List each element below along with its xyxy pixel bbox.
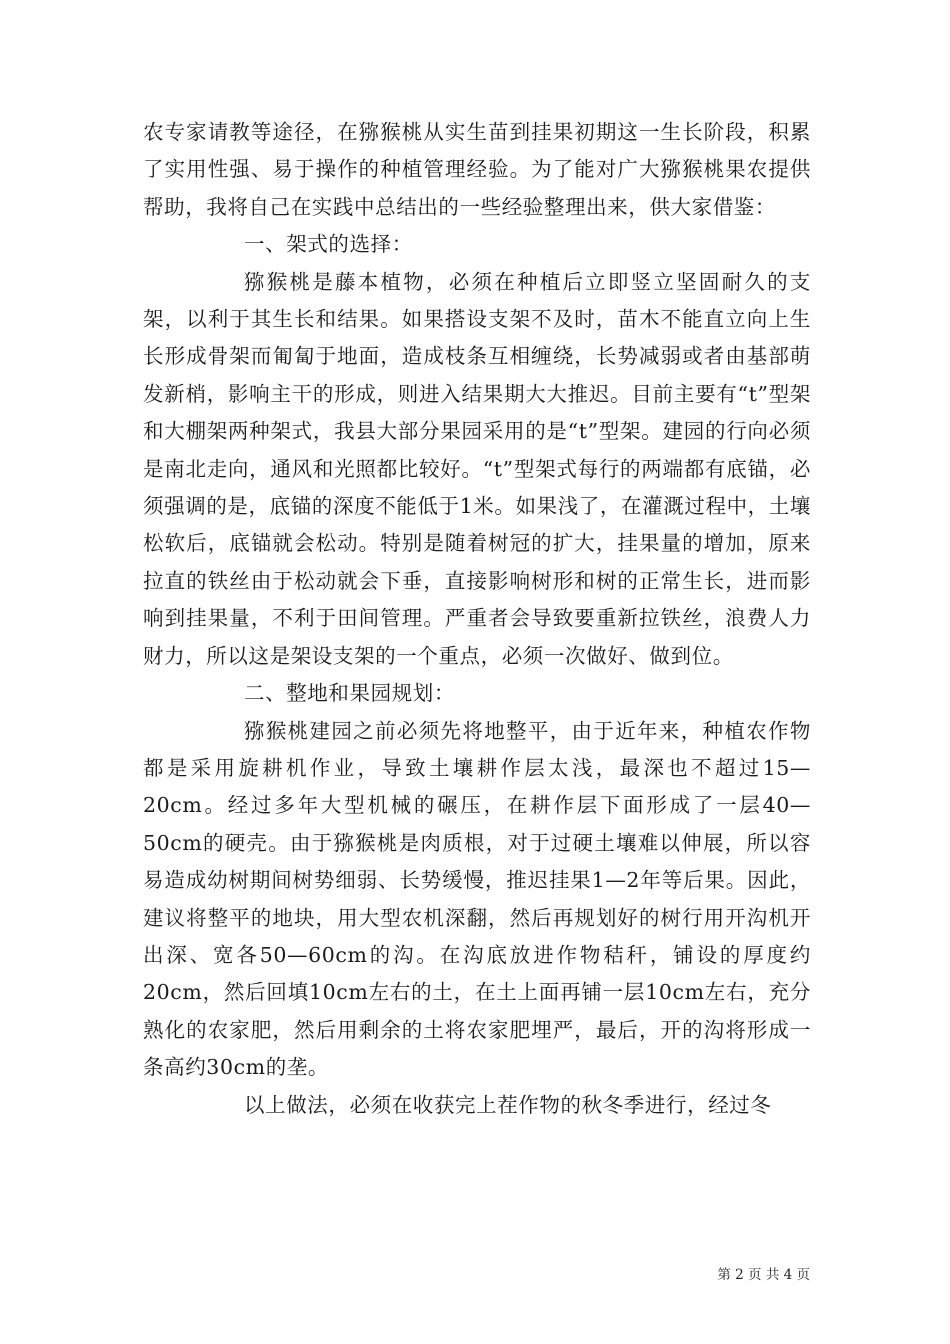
paragraph-frame-selection: 猕猴桃是藤本植物，必须在种植后立即竖立坚固耐久的支架，以利于其生长和结果。如果搭设支架不及时，苗木不能直立向上生长形成骨架而匍匐于地面，造成枝条互相缠绕，长势减弱或者由基部萌发新梢，影响主干的形成，则进入结果期大大推迟。目前主要有“t”型架和大棚架两种架式，我县大部分果园采用的是“t”型架。建园的行向必须是南北走向，通风和光照都比较好。“t”型架式每行的两端都有底锚，必须强调的是，底锚的深度不能低于1米。如果浅了，在灌溉过程中，土壤松软后，底锚就会松动。特别是随着树冠的扩大，挂果量的增加，原来拉直的铁丝由于松动就会下垂，直接影响树形和树的正常生长，进而影响到挂果量，不利于田间管理。严重者会导致要重新拉铁丝，浪费人力财力，所以这是架设支架的一个重点，必须一次做好、做到位。 <box>143 269 811 668</box>
section-heading-land-planning: 二、整地和果园规划： <box>244 681 455 706</box>
section-heading-frame-selection: 一、架式的选择： <box>244 232 413 257</box>
paragraph-land-planning: 猕猴桃建园之前必须先将地整平，由于近年来，种植农作物都是采用旋耕机作业，导致土壤耕作层太浅，最深也不超过15—20cm。经过多年大型机械的碾压，在耕作层下面形成了一层40—50cm的硬壳。由于猕猴桃是肉质根，对于过硬土壤难以伸展，所以容易造成幼树期间树势细弱、长势缓慢，推迟挂果1—2年等后果。因此，建议将整平的地块，用大型农机深翻，然后再规划好的树行用开沟机开出深、宽各50—60cm的沟。在沟底放进作物秸秆，铺设的厚度约20cm，然后回填10cm左右的土，在土上面再铺一层10cm左右，充分熟化的农家肥，然后用剩余的土将农家肥埋严，最后，开的沟将形成一条高约30cm的垄。 <box>143 718 811 1080</box>
document-body <box>143 114 811 1124</box>
paragraph-intro-continuation: 农专家请教等途径，在猕猴桃从实生苗到挂果初期这一生长阶段，积累了实用性强、易于操作的种植管理经验。为了能对广大猕猴桃果农提供帮助，我将自己在实践中总结出的一些经验整理出来，供大家借鉴： <box>143 120 811 219</box>
paragraph-timing: 以上做法，必须在收获完上茬作物的秋冬季进行，经过冬 <box>244 1092 772 1117</box>
page-number-footer: 第 2 页 共 4 页 <box>717 1267 810 1283</box>
